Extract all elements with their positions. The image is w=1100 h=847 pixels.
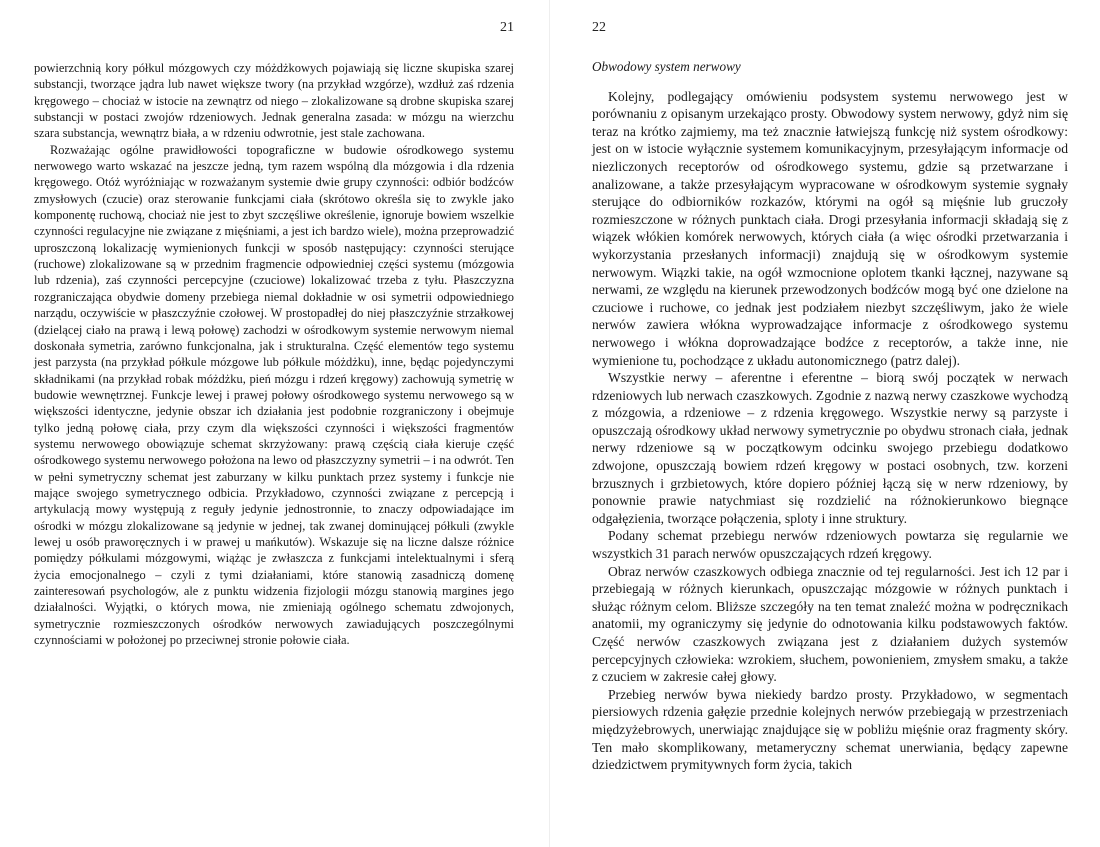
right-paragraph-5: Przebieg nerwów bywa niekiedy bardzo prosty. Przykładowo, w segmentach piersiowych rdzenia gałęzie przednie kolejnych nerwów przebiegają w przestrzeniach międzyżebrowych, unerwiając znajdujące się w pobliżu mięśnie oraz fragmenty skóry. Ten mało skomplikowany, metameryczny schemat unerwiania, będący zapewne dziedzictwem prymitywnych form życia, takich	[592, 686, 1068, 773]
left-page-text	[34, 60, 514, 648]
left-paragraph-2: Rozważając ogólne prawidłowości topograficzne w budowie ośrodkowego systemu nerwowego warto wskazać na jeszcze jedną, tym razem wspólną dla mózgowia i dla rdzenia kręgowego. Otóż wyróżniając w rozważanym systemie dwie grupy czynności: odbiór bodźców zmysłowych (czucie) oraz sterowanie funkcjami ciała (skrótowo określa się to zwykle jako komponentę ruchową, chociaż nie jest to zbyt szczęśliwe określenie, ignoruje bowiem wszelkie czynności regulacyjne nie związane z mięśniami, a jest ich bardzo wiele), można przeprowadzić uproszczoną lokalizację wymienionych funkcji w sposób następujący: czynności sterujące (ruchowe) zlokalizowane są w przednim fragmencie odpowiedniej części systemu (mózgowia lub rdzenia), zaś czynności percepcyjne (czuciowe) lokalizować trzeba z tyłu. Płaszczyzna rozgraniczająca obydwie domeny przebiega niemal dokładnie w osi symetrii odpowiedniego narządu, oczywiście w płaszczyźnie czołowej. W prostopadłej do niej płaszczyźnie strzałkowej (dzielącej ciało na prawą i lewą połowę) zachodzi w ośrodkowym systemie nerwowym niemal doskonała symetria, zarówno funkcjonalna, jak i strukturalna. Część elementów tego systemu jest parzysta (na przykład półkule mózgowe lub półkule móżdżku), inne, będąc pojedynczymi składnikami (na przykład robak móżdżku, pień mózgu i rdzeń kręgowy) zachowują symetrię w budowie wewnętrznej. Funkcje lewej i prawej połowy ośrodkowego systemu nerwowego są w większości identyczne, jedynie obszar ich działania jest podobnie rozgraniczony i obejmuje tylko jedną połowę ciała, przy czym dla większości czynności i większości fragmentów systemu nerwowego obowiązuje schemat skrzyżowany: prawą częścią ciała kieruje część ośrodkowego systemu nerwowego położona na lewo od płaszczyzny symetrii – i na odwrót. Ten w pełni symetryczny schemat jest zaburzany w kilku punktach przez systemy i funkcje nie mające swojego symetrycznego odbicia. Przykładowo, czynności związane z percepcją i artykulacją mowy występują z reguły jedynie jednostronnie, to znaczy odpowiadające im ośrodki w mózgu zlokalizowane są jedynie w jednej, tak zwanej dominującej półkuli (zwykle lewej u osób praworęcznych i w prawej u mańkutów). Wskazuje się na liczne dalsze różnice pomiędzy półkulami mózgowymi, wiążąc je zwłaszcza z funkcjami intelektualnymi i sferą życia emocjonalnego – czyli z tymi działaniami, które stanowią zasadniczą domenę zainteresowań psychologów, ale z punktu widzenia fizjologii mózgu stanowią margines jego działalności. Wyjątki, o których mowa, nie zmieniają ogólnego schematu zdwojonych, symetrycznie rozmieszczonych ośrodków nerwowych zawiadujących poszczególnymi czynnościami w położonej po przeciwnej stronie połowie ciała.	[34, 142, 514, 648]
page-number-right: 22	[592, 20, 606, 35]
right-paragraph-2: Wszystkie nerwy – aferentne i eferentne – biorą swój początek w nerwach rdzeniowych lub nerwach czaszkowych. Zgodnie z nazwą nerwy czaszkowe wychodzą z mózgowia, a rdzeniowe – z rdzenia kręgowego. Wszystkie nerwy są parzyste i opuszczają ośrodkowy układ nerwowy symetrycznie po obydwu stronach ciała, jednak nerwy rdzeniowe są w początkowym odcinku swojego przebiegu dodatkowo zdwojone, opuszczają bowiem rdzeń kręgowy w postaci osobnych, tzw. korzeni brzusznych i grzbietowych, które dopiero później łączą się w nerw rdzeniowy, by ponownie prawie natychmiast się rozdzielić na różnokierunkowo biegnące odgałęzienia, tworzące połączenia, sploty i inne struktury.	[592, 370, 1068, 526]
right-paragraph-3: Podany schemat przebiegu nerwów rdzeniowych powtarza się regularnie we wszystkich 31 parach nerwów opuszczających rdzeń kręgowy.	[592, 528, 1068, 562]
right-paragraph-1: Kolejny, podlegający omówieniu podsystem systemu nerwowego jest w porównaniu z opisanym urzekająco prosty. Obwodowy system nerwowy, gdyż nim się teraz na krótko zajmiemy, ma też znacznie łatwiejszą funkcję niż system ośrodkowy: jest on w istocie wyłącznie systemem komunikacyjnym, przesyłającym informacje od niezliczonych receptorów od ośrodkowego systemu, gdzie są przetwarzane i analizowane, a także przesyłającym wypracowane w ośrodkowym systemie sygnały sterujące do odbiorników rozkazów, którymi na ogół są mięśnie lub gruczoły rozmieszczone w różnych punktach ciała. Drogi przesyłania informacji składają się z wiązek włókien komórek nerwowych, których ciała (a więc ośrodki przetwarzania i wykorzystania przesłanych informacji) znajdują się w ośrodkowym systemie nerwowym. Wiązki takie, na ogół wzmocnione oplotem tkanki łącznej, nazywane są nerwami, ze względu na kierunek przewodzonych bodźców mogą być one dzielone na czuciowe i ruchowe, co jednak jest podziałem niezbyt szczęśliwym, jako że wiele nerwów zawiera włókna wyprowadzające informacje z ośrodkowego systemu nerwowego i włókna doprowadzające bodźce z receptorów, a także inne, nie wymienione tu, pochodzące z układu autonomicznego (patrz dalej).	[592, 88, 1068, 368]
left-paragraph-1: powierzchnią kory półkul mózgowych czy móżdżkowych pojawiają się liczne skupiska szarej substancji, tworzące jądra lub nawet większe twory (na przykład wzgórze), wzdłuż zaś rdzenia kręgowego – chociaż w istocie na zewnątrz od niego – zlokalizowane są drobne skupiska szarej substancji w postaci zwojów rdzeniowych. Jednak generalna zasada: w mózgu na wierzchu szara substancja, wewnątrz biała, a w rdzeniu odwrotnie, jest stale zachowana.	[34, 61, 514, 141]
right-page-text	[592, 58, 1068, 774]
right-paragraph-4: Obraz nerwów czaszkowych odbiega znacznie od tej regularności. Jest ich 12 par i przebiegają w różnych kierunkach, opuszczając mózgowie w różnych punktach i służąc różnym celom. Bliższe szczegóły na ten temat znaleźć można w podręcznikach anatomii, my ograniczymy się jedynie do odnotowania kilku podstawowych faktów. Część nerwów czaszkowych związana jest z działaniem dużych systemów percepcyjnych człowieka: wzrokiem, słuchem, powonieniem, zmysłem smaku, a także z czuciem w zakresie całej głowy.	[592, 563, 1068, 685]
page-number-left: 21	[500, 20, 514, 35]
section-title: Obwodowy system nerwowy	[592, 59, 741, 74]
